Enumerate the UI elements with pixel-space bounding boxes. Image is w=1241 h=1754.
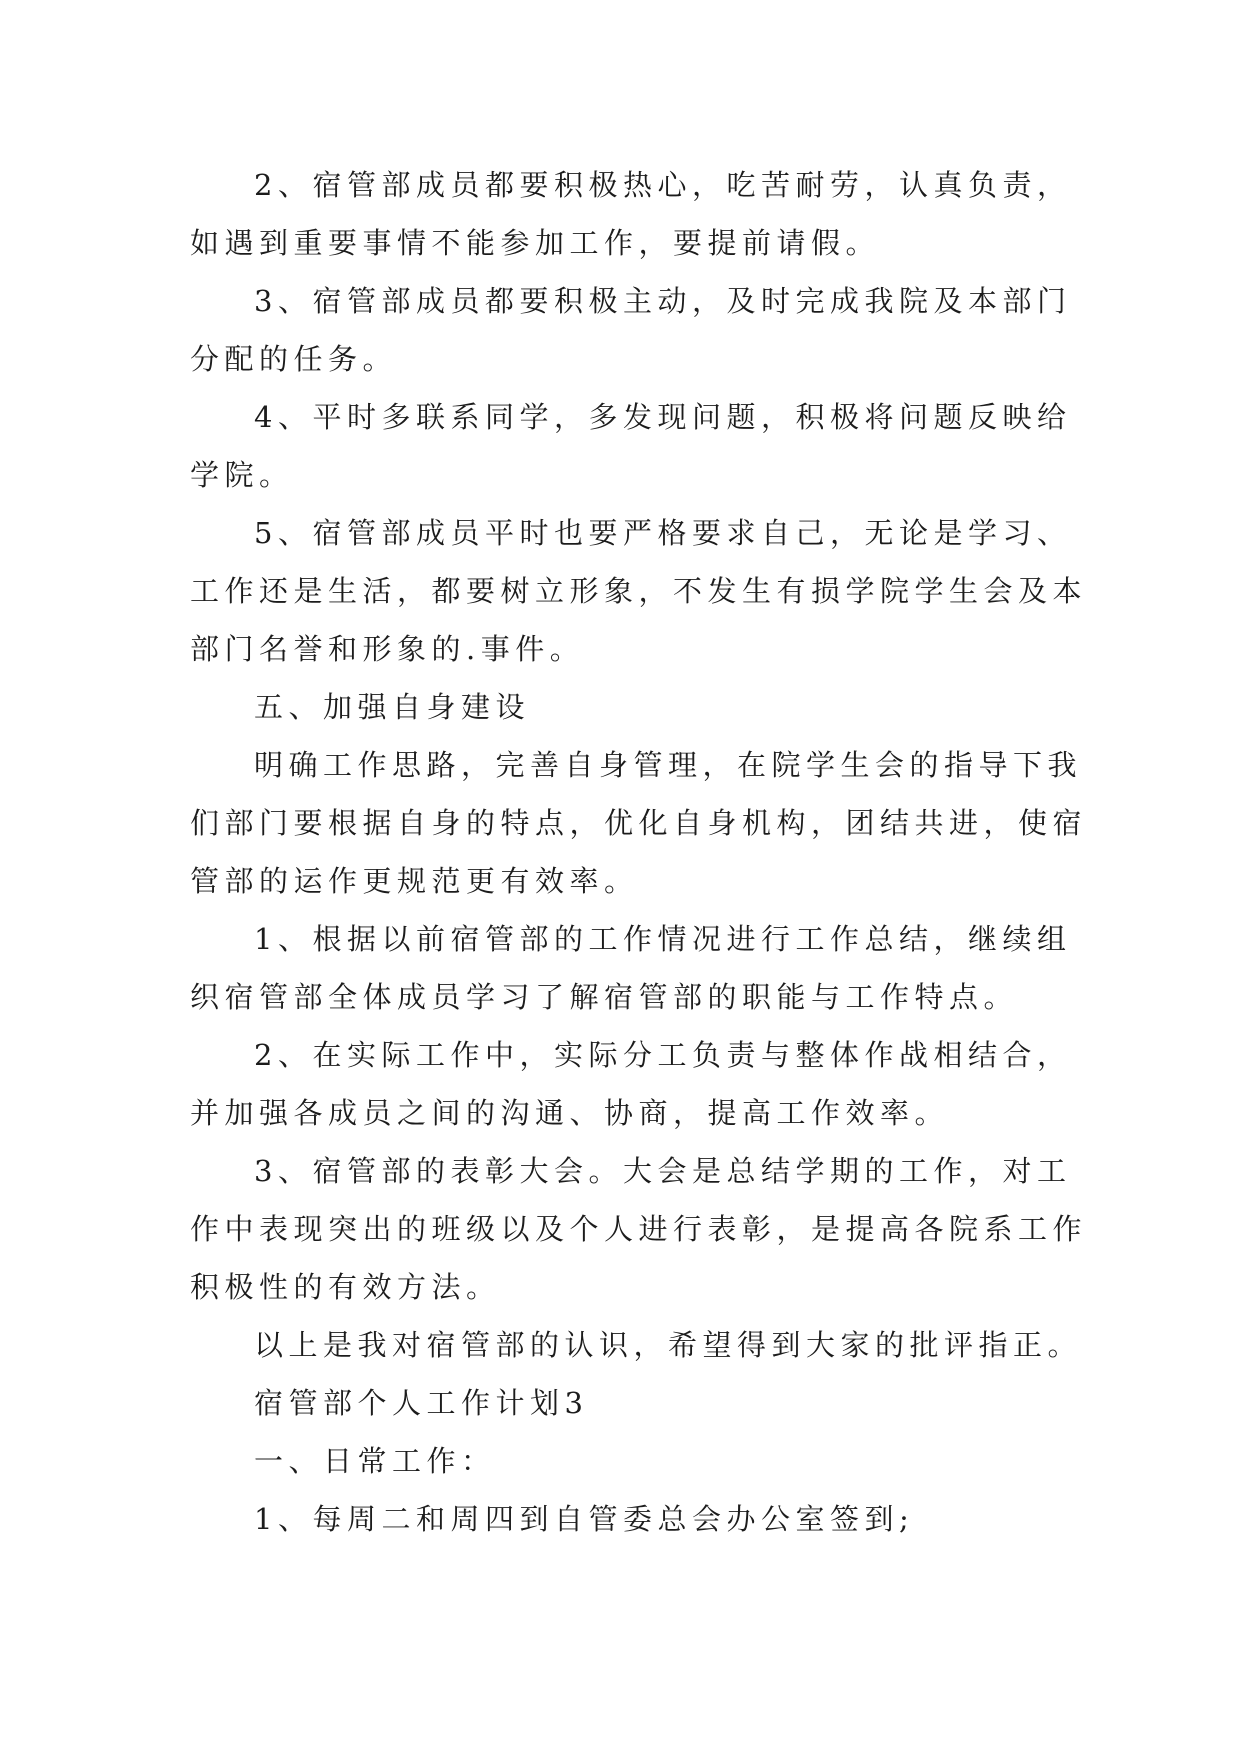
- section-heading: 宿管部个人工作计划3: [254, 1386, 589, 1420]
- paragraph-line: 5、宿管部成员平时也要严格要求自己，无论是学习、: [254, 516, 1072, 550]
- paragraph-line: 3、宿管部成员都要积极主动，及时完成我院及本部门: [254, 284, 1072, 318]
- paragraph-line: 部门名誉和形象的.事件。: [190, 632, 585, 666]
- paragraph-line: 以上是我对宿管部的认识，希望得到大家的批评指正。: [254, 1328, 1083, 1362]
- paragraph-line: 管部的运作更规范更有效率。: [190, 864, 639, 898]
- paragraph-line: 并加强各成员之间的沟通、协商，提高工作效率。: [190, 1096, 950, 1130]
- paragraph-line: 如遇到重要事情不能参加工作，要提前请假。: [190, 226, 881, 260]
- paragraph-line: 作中表现突出的班级以及个人进行表彰，是提高各院系工作: [190, 1212, 1088, 1246]
- paragraph-line: 分配的任务。: [190, 342, 398, 376]
- paragraph-line: 1、每周二和周四到自管委总会办公室签到;: [254, 1502, 915, 1536]
- section-heading: 五、加强自身建设: [254, 690, 531, 724]
- paragraph-line: 织宿管部全体成员学习了解宿管部的职能与工作特点。: [190, 980, 1019, 1014]
- paragraph-line: 4、平时多联系同学，多发现问题，积极将问题反映给: [254, 400, 1072, 434]
- paragraph-line: 1、根据以前宿管部的工作情况进行工作总结，继续组: [254, 922, 1072, 956]
- paragraph-line: 们部门要根据自身的特点，优化自身机构，团结共进，使宿: [190, 806, 1088, 840]
- paragraph-line: 学院。: [190, 458, 294, 492]
- paragraph-line: 3、宿管部的表彰大会。大会是总结学期的工作，对工: [254, 1154, 1072, 1188]
- paragraph-line: 积极性的有效方法。: [190, 1270, 501, 1304]
- paragraph-line: 2、宿管部成员都要积极热心，吃苦耐劳，认真负责，: [254, 168, 1072, 202]
- paragraph-line: 2、在实际工作中，实际分工负责与整体作战相结合，: [254, 1038, 1072, 1072]
- paragraph-line: 工作还是生活，都要树立形象，不发生有损学院学生会及本: [190, 574, 1088, 608]
- section-heading: 一、日常工作：: [254, 1444, 496, 1478]
- paragraph-line: 明确工作思路，完善自身管理，在院学生会的指导下我: [254, 748, 1083, 782]
